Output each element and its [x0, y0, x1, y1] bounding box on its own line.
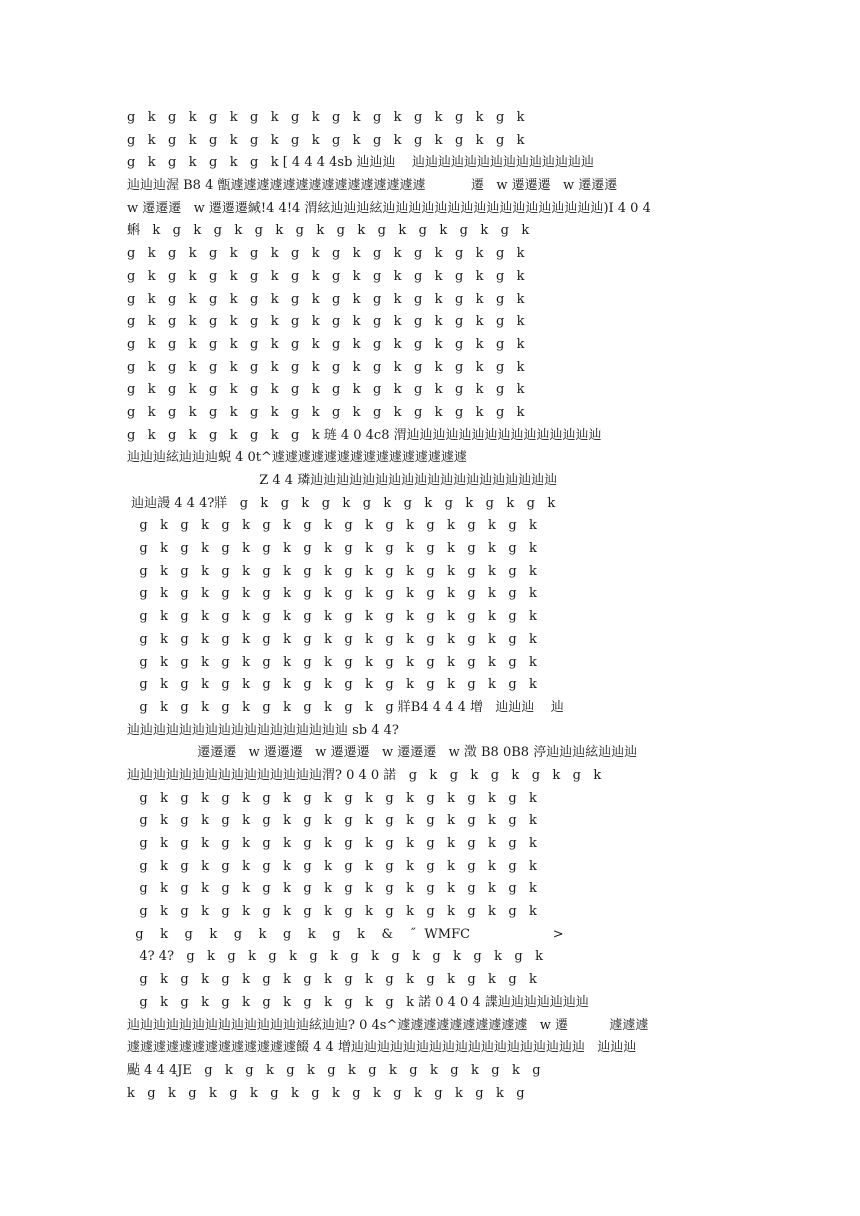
- text-line: 辿辿辿渥 B8 4 甑遽遽遽遽遽遽遽遽遽遽遽遽遽遽遽 遷 w 遷遷遷 w 遷遷遷: [127, 178, 618, 194]
- text-line: 4? 4? g k g k g k g k g k g k g k g k g k: [127, 949, 543, 965]
- text-line: g k g k g k g k g k g k g k g k g k g k: [127, 972, 537, 988]
- text-line: g k g k g k g k g k g k g k g k g k g k: [127, 110, 525, 125]
- text-line: k g k g k g k g k g k g k g k g k g k g: [127, 1085, 525, 1101]
- garbled-text-block: [127, 107, 737, 1105]
- text-line: 辿辿辿辿辿辿辿辿辿辿辿辿辿辿絃辿辿? 0 4s^遽遽遽遽遽遽遽遽遽遽 w 遷 遽遽遽: [127, 1017, 649, 1033]
- text-line: g k g k g k g k g k g k g k g k g k g k: [127, 904, 537, 920]
- text-line: g k g k g k g k g k g k g k g k g k g k: [127, 132, 525, 148]
- text-line: g k g k g k g k g k g k g k g k g k g k: [127, 246, 525, 262]
- text-line: g k g k g k g k g k g k g k g k g k g k: [127, 563, 537, 579]
- text-line: g k g k g k g k g k g k g 牂B4 4 4 4 增 辿辿辿 辿: [127, 699, 564, 715]
- text-line: g k g k g k g k g k g k g k g k g k g k: [127, 654, 537, 670]
- text-line: 颭 4 4 4JE g k g k g k g k g k g k g k g k g: [127, 1062, 541, 1078]
- text-line: g k g k g k g k g k g k g k g k g k g k: [127, 813, 537, 829]
- text-line: g k g k g k g k g k g k g k g k g k g k: [127, 404, 525, 420]
- text-line: g k g k g k g k g k g k g k g k g k g k: [127, 790, 537, 806]
- text-line: 遷遷遷 w 遷遷遷 w 遷遷遷 w 遷遷遷 w 澂 B8 0B8 渟辿辿辿絃辿辿辿: [127, 745, 638, 761]
- text-line: 蝌 k g k g k g k g k g k g k g k g k g k: [127, 223, 530, 239]
- text-line: 辿辿辿辿辿辿辿辿辿辿辿辿辿辿辿辿辿 sb 4 4?: [127, 722, 399, 738]
- text-line: g k g k g k g k g k g k g k g k g k g k: [127, 541, 537, 557]
- text-line: w 遷遷遷 w 遷遷遷緘!4 4!4 渭絃辿辿辿絃辿辿辿辿辿辿辿辿辿辿辿辿辿辿辿辿辿)I 4 0 4: [127, 200, 651, 216]
- text-line: g k g k g k g k g k g k g k g k g k g k: [127, 609, 537, 625]
- text-line: g k g k g k g k g k g k g k g k g k g k: [127, 382, 525, 398]
- text-line: g k g k g k g k g k g k g k g k g k g k: [127, 836, 537, 851]
- text-line: g k g k g k g k g k g k g k g k g k g k: [127, 359, 525, 375]
- text-line: g k g k g k g k g k 琏 4 0 4c8 渭辿辿辿辿辿辿辿辿辿辿辿辿辿辿辿: [127, 427, 602, 443]
- text-line: 辿辿辿辿辿辿辿辿辿辿辿辿辿辿辿渭? 0 4 0 諾 g k g k g k g k g k: [127, 767, 602, 783]
- text-line: g k g k g k g k g k g k g k 諾 0 4 0 4 諜辿辿辿辿辿辿辿: [127, 994, 589, 1010]
- text-line: 辿辿謾 4 4 4?牂 g k g k g k g k g k g k g k g k: [127, 495, 556, 511]
- text-line: g k g k g k g k g k g k g k g k g k g k: [127, 314, 525, 330]
- text-line: g k g k g k g k [ 4 4 4 4sb 辿辿辿 辿辿辿辿辿辿辿辿辿辿辿辿辿辿: [127, 155, 595, 171]
- text-line: g k g k g k g k g k g k g k g k g k g k: [127, 631, 537, 647]
- text-line: g k g k g k g k g k g k g k g k g k g k: [127, 268, 525, 284]
- text-line: g k g k g k g k g k g k g k g k g k g k: [127, 881, 537, 897]
- text-line: g k g k g k g k g k g k g k g k g k g k: [127, 291, 525, 307]
- text-line: g k g k g k g k g k g k g k g k g k g k: [127, 677, 537, 693]
- text-line: Z 4 4 璘辿辿辿辿辿辿辿辿辿辿辿辿辿辿辿辿辿辿辿: [127, 473, 558, 488]
- text-line: 遽遽遽遽遽遽遽遽遽遽遽遽遽餟 4 4 增辿辿辿辿辿辿辿辿辿辿辿辿辿辿辿辿辿辿 辿辿辿: [127, 1040, 637, 1056]
- text-line: g k g k g k g k g k g k g k g k g k g k: [127, 518, 537, 534]
- text-line: g k g k g k g k g k g k g k g k g k g k: [127, 586, 537, 602]
- text-line: 辿辿辿絃辿辿辿蜺 4 0t^遽遽遽遽遽遽遽遽遽遽遽遽遽遽遽: [127, 450, 467, 466]
- text-line: g k g k g k g k g k g k g k g k g k g k: [127, 858, 537, 874]
- text-line: g k g k g k g k g k & ˝ WMFC >: [127, 926, 564, 942]
- text-line: g k g k g k g k g k g k g k g k g k g k: [127, 336, 525, 352]
